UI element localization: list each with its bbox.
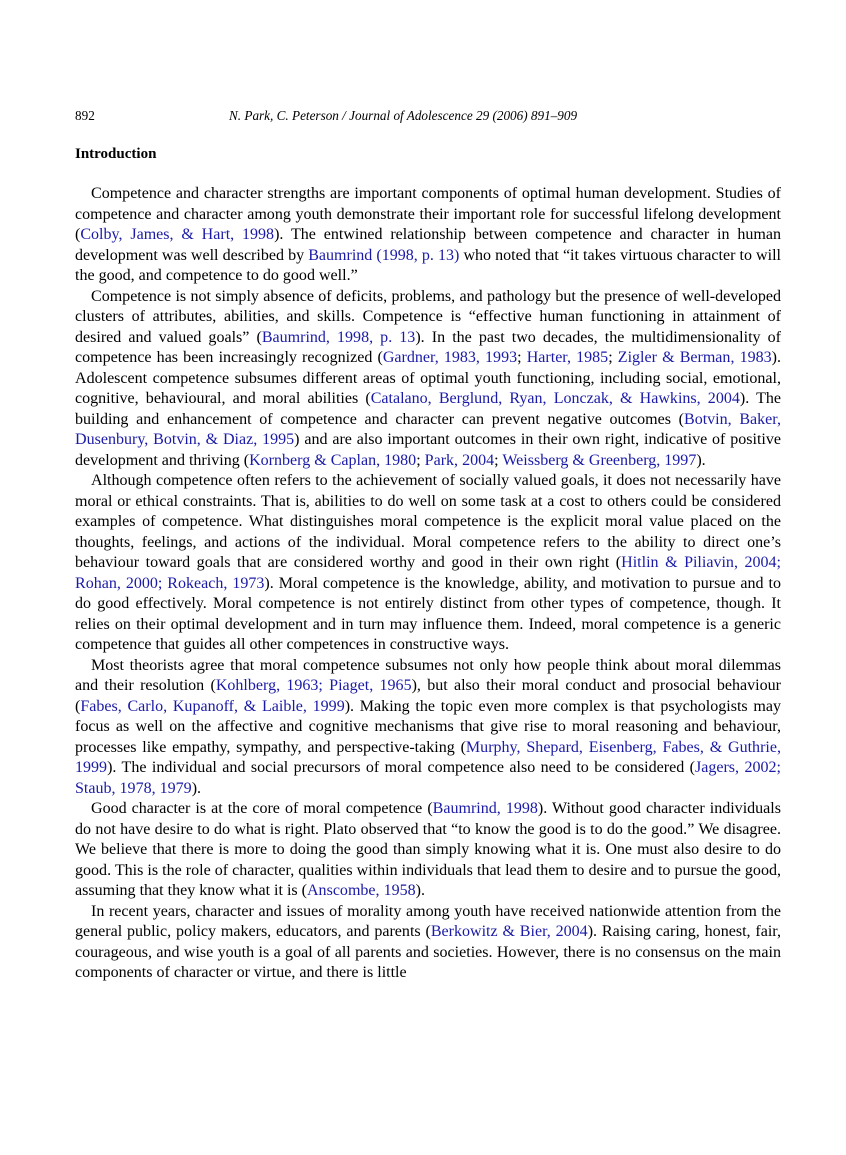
citation-link[interactable]: Weissberg & Greenberg, 1997 (502, 451, 697, 469)
paragraph-text: Most theorists agree that moral competence subsumes not only how people think about moral dilemmas and their resolution ( (75, 656, 781, 694)
citation-link[interactable]: Murphy, Shepard, Eisenberg, Fabes, & Guthrie, 1999 (75, 738, 781, 776)
paragraph-text: ). Adolescent competence subsumes different areas of optimal youth functioning, including social, emotional, cognitive, behavioural, and moral abilities ( (75, 349, 781, 407)
paragraph (75, 656, 781, 800)
page-number: 892 (75, 108, 95, 123)
citation-link[interactable]: Catalano, Berglund, Ryan, Lonczak, & Hawkins, 2004 (370, 390, 740, 407)
citation-link[interactable]: Baumrind, 1998, p. 13 (261, 328, 416, 346)
paragraph-text: ). The building and enhancement of competence and character can prevent negative outcomes ( (75, 390, 781, 428)
paragraph (75, 184, 781, 287)
paragraph (75, 902, 781, 984)
paragraph-text: ). The entwined relationship between competence and character in human development was well described by (75, 226, 781, 264)
paragraph-text: Although competence often refers to the achievement of socially valued goals, it does not necessarily have moral or ethical constraints. That is, abilities to do well on some task at a cost to others could be considered examples of competence. What distinguishes moral competence is the explicit moral value placed on the thoughts, feelings, and actions of the individual. Moral competence refers to the ability to direct one’s behaviour toward goals that are considered worthy and good in their own right ( (75, 472, 781, 571)
citation-link[interactable]: Baumrind, 1998 (432, 800, 538, 817)
paragraph-text: ). Making the topic even more complex is that psychologists may focus as well on the affective and cognitive mechanisms that give rise to moral reasoning and behaviour, processes like empathy, sympathy, and perspective-taking ( (75, 697, 781, 756)
paragraph-text: In recent years, character and issues of morality among youth have received nationwide attention from the general public, policy makers, educators, and parents ( (75, 902, 781, 940)
paragraph (75, 471, 781, 656)
paragraph-text: Competence is not simply absence of deficits, problems, and pathology but the presence of well-developed clusters of attributes, abilities, and skills. Competence is “effective human functioning in attainment of desired and valued goals” ( (75, 287, 781, 346)
paragraph-text: who noted that “it takes virtuous character to will the good, and competence to do good well.” (75, 246, 781, 284)
citation-link[interactable]: Kornberg & Caplan, 1980 (249, 451, 417, 469)
paragraph-text: Competence and character strengths are important components of optimal human development. Studies of competence and character among youth demonstrate their important role for successful lifelong development ( (75, 185, 781, 243)
paragraph-text: ) and are also important outcomes in their own right, indicative of positive development and thriving ( (75, 431, 781, 469)
citation-link[interactable]: Fabes, Carlo, Kupanoff, & Laible, 1999 (80, 697, 345, 715)
citation-link[interactable]: Berkowitz & Bier, 2004 (430, 923, 588, 940)
citation-link[interactable]: Colby, James, & Hart, 1998 (80, 226, 275, 243)
paragraph-text: ). The individual and social precursors of moral competence also need to be considered ( (107, 759, 695, 776)
citation-link[interactable]: Jagers, 2002; Staub, 1978, 1979 (75, 759, 781, 797)
citation-link[interactable]: Kohlberg, 1963; Piaget, 1965 (215, 677, 412, 694)
section-title: Introduction (75, 146, 157, 162)
paragraph-text: ). In the past two decades, the multidimensionality of competence has been increasingly recognized ( (75, 328, 781, 366)
paragraph (75, 799, 781, 902)
paragraph-text: ), but also their moral conduct and prosocial behaviour ( (75, 677, 782, 715)
citation-link[interactable]: Zigler & Berman, 1983 (617, 349, 772, 366)
paragraph-text: ). (415, 882, 425, 899)
citation-link[interactable]: Anscombe, 1958 (306, 882, 416, 899)
citation-link[interactable]: Botvin, Baker, Dusenbury, Botvin, & Diaz, 1995 (75, 410, 781, 448)
running-title: N. Park, C. Peterson / Journal of Adolescence 29 (2006) 891–909 (229, 108, 578, 123)
citation-link[interactable]: Hitlin & Piliavin, 2004; Rohan, 2000; Rokeach, 1973 (75, 554, 782, 592)
citation-link[interactable]: Baumrind (1998, p. 13) (308, 246, 460, 264)
paragraph-text: Good character is at the core of moral competence ( (91, 800, 433, 817)
paragraph-text: ). Raising caring, honest, fair, courageous, and wise youth is a goal of all parents and societies. However, there is no consensus on the main components of character or virtue, and there is little (75, 923, 782, 981)
article-body (75, 184, 781, 984)
paragraph-text: ). (696, 451, 706, 469)
citation-link[interactable]: Park, 2004 (424, 451, 495, 469)
paragraph-text: ). Moral competence is the knowledge, ability, and motivation to pursue and to do good effectively. Moral competence is not entirely distinct from other types of competence, though. It relies on their optimal development and in turn may influence them. Indeed, moral competence is a generic competence that guides all other competences in constructive ways. (75, 574, 782, 653)
paragraph-text: ). Without good character individuals do not have desire to do what is right. Plato observed that “to know the good is to do the good.” We disagree. We believe that there is more to doing the good than simply knowing what it is. One must also desire to do good. This is the role of character, qualities within individuals that lead them to desire and to pursue the good, assuming that they know what it is ( (75, 800, 781, 899)
paragraph-text: ; (517, 349, 527, 366)
paragraph-text: ). (191, 779, 202, 797)
paragraph (75, 287, 781, 472)
paragraph-text: ; (494, 451, 503, 469)
paragraph-text: ; (416, 451, 425, 469)
citation-link[interactable]: Gardner, 1983, 1993 (382, 349, 518, 366)
paragraph-text: ; (608, 349, 618, 366)
citation-link[interactable]: Harter, 1985 (526, 349, 609, 366)
